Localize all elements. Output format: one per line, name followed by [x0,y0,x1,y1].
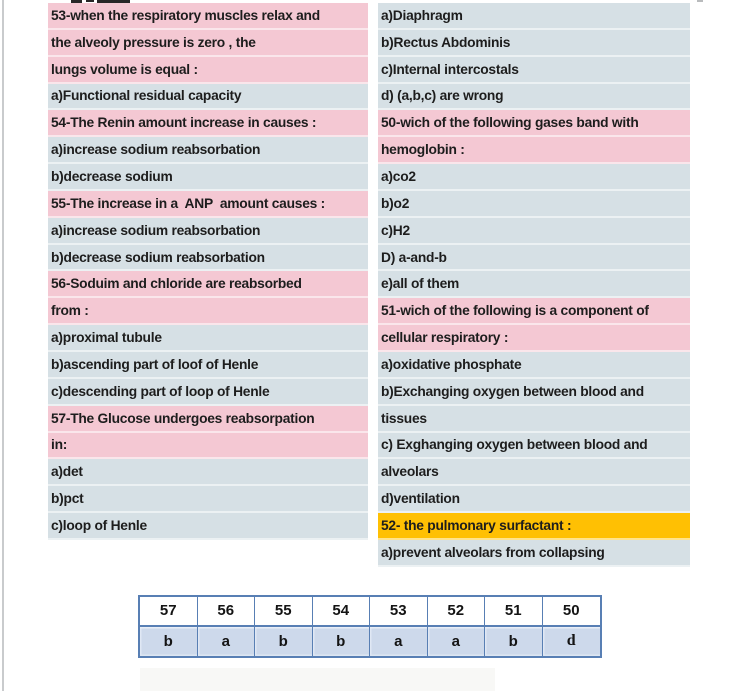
answer-key-answer-letter: d [543,627,601,657]
answer-key-question-number: 53 [370,597,428,627]
option-row: c)descending part of loop of Henle [48,379,368,406]
answer-key-question-number: 57 [140,597,198,627]
option-row: c) Exghanging oxygen between blood and [378,433,690,460]
option-row: d) (a,b,c) are wrong [378,84,690,111]
answer-key-question-number: 50 [543,597,601,627]
answer-key-answer-letter: b [140,627,198,657]
option-row: b)Exchanging oxygen between blood and [378,379,690,406]
option-row: b)ascending part of loof of Henle [48,352,368,379]
option-row: a)det [48,459,368,486]
answer-key-answer-letter: b [485,627,543,657]
question-row: cellular respiratory : [378,325,690,352]
option-row: a)proximal tubule [48,325,368,352]
answer-key-question-number: 52 [428,597,486,627]
question-row: 56-Soduim and chloride are reabsorbed [48,271,368,298]
answer-key-answer-letter: a [198,627,256,657]
question-row: in: [48,433,368,460]
answer-key-table [138,595,602,658]
option-row: c)H2 [378,218,690,245]
question-row: from : [48,298,368,325]
answer-key-question-number: 54 [313,597,371,627]
answer-key-question-number: 55 [255,597,313,627]
option-row: c)Internal intercostals [378,57,690,84]
question-row: 50-wich of the following gases band with [378,110,690,137]
option-row: b)decrease sodium [48,164,368,191]
questions-right-column [378,3,690,567]
option-row: b)o2 [378,191,690,218]
option-row: a)increase sodium reabsorbation [48,218,368,245]
answer-key-answer-row [140,627,600,657]
option-row: a)Diaphragm [378,3,690,30]
cutoff-text-fragment [86,0,94,2]
page-edge-line [2,0,4,691]
option-row: a)increase sodium reabsorbation [48,137,368,164]
option-row: d)ventilation [378,486,690,513]
option-row: b)pct [48,486,368,513]
option-row: a)prevent alveolars from collapsing [378,540,690,567]
questions-left-column [48,3,368,540]
question-row: 53-when the respiratory muscles relax and [48,3,368,30]
question-row: the alveoly pressure is zero , the [48,30,368,57]
option-row: c)loop of Henle [48,513,368,540]
option-row: a)co2 [378,164,690,191]
bottom-faint-strip [140,668,495,691]
option-row: a)Functional residual capacity [48,84,368,111]
question-row: hemoglobin : [378,137,690,164]
highlighted-question-row: 52- the pulmonary surfactant : [378,513,690,540]
question-row: lungs volume is equal : [48,57,368,84]
option-row: alveolars [378,459,690,486]
question-row: 57-The Glucose undergoes reabsorpation [48,406,368,433]
option-row: b)Rectus Abdominis [378,30,690,57]
option-row: a)oxidative phosphate [378,352,690,379]
answer-key-answer-letter: b [313,627,371,657]
answer-key-question-number: 51 [485,597,543,627]
option-row: D) a-and-b [378,245,690,272]
option-row: b)decrease sodium reabsorbation [48,245,368,272]
cutoff-text-fragment [697,0,703,2]
answer-key-answer-letter: a [428,627,486,657]
option-row: tissues [378,406,690,433]
answer-key-answer-letter: a [370,627,428,657]
answer-key-header-row [140,597,600,627]
answer-key-question-number: 56 [198,597,256,627]
question-row: 54-The Renin amount increase in causes : [48,110,368,137]
option-row: e)all of them [378,271,690,298]
question-row: 55-The increase in a ANP amount causes : [48,191,368,218]
question-row: 51-wich of the following is a component of [378,298,690,325]
answer-key-answer-letter: b [255,627,313,657]
